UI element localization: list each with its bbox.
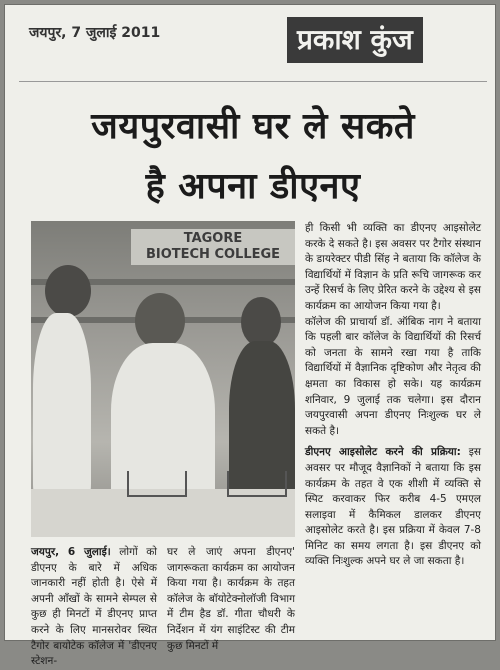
article-paragraph: कॉलेज की प्राचार्या डॉ. ऑबिक नाग ने बताया कि पहली बार कॉलेज के विद्यार्थियों की रिसर्च को जनता के सामने रखा गया है ताकि विद्यार्थियों में वैज्ञानिक दृष्टिकोण और नेतृत्व की क्षमता का विकास हो सके। यह कार्यक्रम शनिवार, 9 जुलाई तक चलेगा। इस दौरान जयपुरवासी अपना डीएनए निःशुल्क घर ले सकते है। xyxy=(305,315,481,437)
section-brand: प्रकाश कुंज xyxy=(287,17,423,63)
article-subhead: डीएनए आइसोलेट करने की प्रक्रिया: xyxy=(305,446,461,459)
article-paragraph: लोगों को डीएनए के बारे में अधिक जानकारी नहीं होती है। ऐसे में अपनी आँखों के सामने सेम्पल से कुछ ही मिनटों में डीएनए प्राप्त करने के लिए मानसरोवर स्थित टैगोर बायोटेक कॉलेज में 'डीएनए स्टेशन- xyxy=(31,546,158,668)
dateline: जयपुर, 7 जुलाई 2011 xyxy=(29,25,161,41)
student-head xyxy=(45,265,91,317)
article-dateline: जयपुर, 6 जुलाई। xyxy=(31,546,111,558)
newspaper-clipping xyxy=(4,4,496,668)
photo-banner-line-1: TAGORE xyxy=(183,231,243,246)
headline xyxy=(19,97,487,217)
photo-banner-line-2: BIOTECH COLLEGE xyxy=(145,247,281,262)
article-paragraph: ही किसी भी व्यक्ति का डीएनए आइसोलेट करके दे सकते है। इस अवसर पर टैगोर संस्थान के डायरेक्टर पीडी सिंह ने बताया कि कॉलेज के विद्यार्थियों में विज्ञान के प्रति रूचि जागरूक कर उन्हें रिसर्च के लिए प्रेरित करने के उद्देश्य से इस कार्यक्रम का आयोजन किया गया है। xyxy=(305,222,481,312)
student-figure xyxy=(33,313,91,503)
lab-photo xyxy=(31,221,295,537)
article-column-lead xyxy=(31,545,157,670)
test-tube-rack xyxy=(127,471,187,497)
masthead-divider xyxy=(19,81,487,82)
test-tube-rack xyxy=(227,471,287,497)
photo-banner xyxy=(131,229,295,265)
article-column-right xyxy=(305,221,481,570)
article-column-middle xyxy=(167,545,295,654)
student-head xyxy=(241,297,281,347)
article-paragraph: इस अवसर पर मौजूद वैज्ञानिकों ने बताया कि इस कार्यक्रम के तहत वे एक शीशी में व्यक्ति से स्पिट करवाकर फिर करीब 4-5 एमएल सलाइवा में कैमिकल डालकर डीएनए आइसोलेट करते है। इस प्रक्रिया में केवल 7-8 मिनिट का समय लगता है। इस डीएनए को व्यक्ति निःशुल्क अपने घर ले जा सकता है। xyxy=(305,446,481,568)
headline-line-2: है अपना डीएनए xyxy=(145,166,361,207)
headline-line-1: जयपुरवासी घर ले सकते xyxy=(91,106,415,147)
student-head xyxy=(135,293,185,349)
article-paragraph: घर ले जाएं अपना डीएनए' जागरूकता कार्यक्रम का आयोजन किया गया है। कार्यक्रम के तहत कॉलेज के बॉयोटेक्नोलॉजी विभाग में टीम हैड डॉ. गीता चौधरी के निर्देशन में यंग साइंटिस्ट की टीम कुछ मिनटों में xyxy=(167,546,295,652)
